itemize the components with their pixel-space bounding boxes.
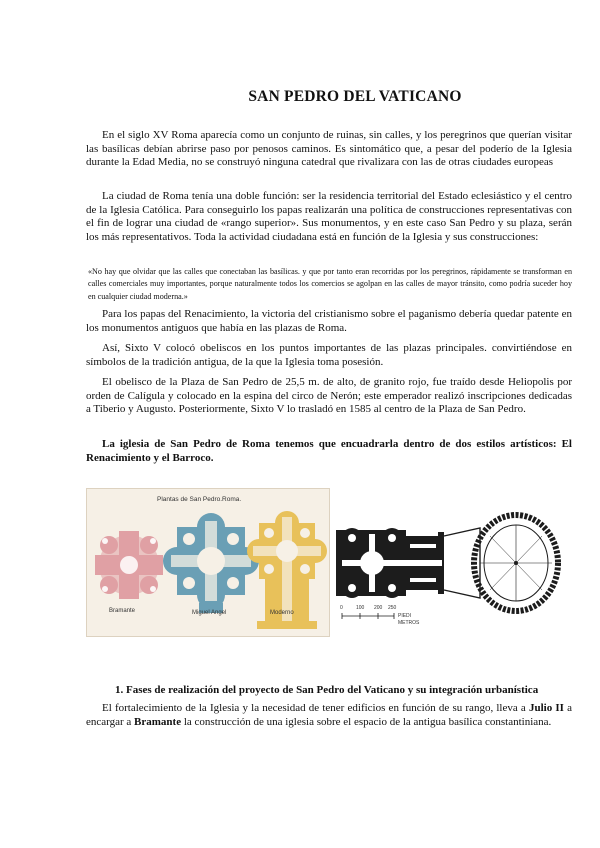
paragraph-julio-ii <box>86 702 572 729</box>
paragraph-renacimiento: Para los papas del Renacimiento, la victoria del cristianismo sobre el paganismo debería quedar patente en los monumentos antiguos que había en las plazas de Roma. <box>86 308 572 334</box>
paragraph-obelisco: El obelisco de la Plaza de San Pedro de 25,5 m. de alto, de granito rojo, fue traído desde Heliopolis por orden de Calígula y colocado en la espina del circo de Nerón; este emperador realizó inscripciones dedicadas a Tiberio y Augusto. Posteriormente, Sixto V lo trasladó en 1585 al centro de la Plaza de San Pedro. <box>86 376 572 416</box>
plan-miguel-angel <box>163 513 259 613</box>
quote-block: «No hay que olvidar que las calles que conectaban las basílicas. y que por tanto eran recorridas por los peregrinos, rápidamente se transforman en calles comerciales muy importantes, porque naturalmente todos los comercios se agolpan en las calles de mayor tránsito, como podría suceder hoy en cualquier ciudad moderna.» <box>88 267 572 301</box>
caption-moderno: Moderno <box>270 610 294 616</box>
section-heading: 1. Fases de realización del proyecto de San Pedro del Vaticano y su integración urbanística <box>115 684 539 696</box>
scale-label-piedi: PIEDI <box>398 613 412 619</box>
figure-plan-basilica-plaza <box>330 488 564 635</box>
figure-plans-san-pedro <box>86 488 330 637</box>
scale-tick-200: 200 <box>374 605 383 611</box>
scale-tick-250: 250 <box>388 605 397 611</box>
figure-plan-title: Plantas de San Pedro.Roma. <box>157 496 242 503</box>
caption-miguel-angel: Miguel Angel <box>192 610 227 616</box>
p7-text-a: El fortalecimiento de la Iglesia y la necesidad de tener edificios en función de su rango, lleva a <box>102 702 529 714</box>
paragraph-estilos: La iglesia de San Pedro de Roma tenemos que encuadrarla dentro de dos estilos artísticos: El Renacimiento y el Barroco. <box>86 438 572 464</box>
p7-bramante: Bramante <box>134 715 182 728</box>
paragraph-intro: En el siglo XV Roma aparecía como un conjunto de ruinas, sin calles, y los peregrinos que querían visitar las basílicas debían abrirse paso por penosos caminos. Es sintomático que, a pesar del poderío de la Iglesia durante la Edad Media, no se construyó ninguna catedral que rivalizara con las de otras ciudades europeas <box>86 129 572 169</box>
plan-bramante <box>95 531 163 599</box>
scale-bar <box>342 613 394 619</box>
scale-tick-0: 0 <box>340 605 343 611</box>
paragraph-roma-function: La ciudad de Roma tenía una doble función: ser la residencia territorial del Estado eclesiástico y el centro de la Iglesia Católica. Para conseguirlo los papas realizarán una política de construcciones representativas con el fin de lograr una ciudad de «rango superior». Sus monumentos, y en este caso San Pedro y su plaza, serán los más representativos. Toda la actividad ciudadana está en función de la Iglesia y sus construcciones: <box>86 190 572 243</box>
scale-tick-100: 100 <box>356 605 365 611</box>
p7-julio-ii: Julio II <box>528 702 564 714</box>
plaza-plan <box>444 515 558 611</box>
p7-text-b: a encargar a <box>86 702 572 728</box>
obelisk-marker <box>514 561 518 565</box>
basilica-plaza-drawing <box>330 488 564 635</box>
p7-text-c: la construcción de una iglesia sobre el espacio de la antigua basílica constantiniana. <box>181 715 552 728</box>
caption-bramante: Bramante <box>109 608 136 614</box>
paragraph-sixto: Así, Sixto V colocó obeliscos en los puntos importantes de las plazas principales. convirtiéndose en símbolos de la tradición antigua, de la que la Iglesia toma posesión. <box>86 342 572 368</box>
scale-label-metros: METROS <box>398 620 420 626</box>
page-title: SAN PEDRO DEL VATICANO <box>248 88 462 105</box>
